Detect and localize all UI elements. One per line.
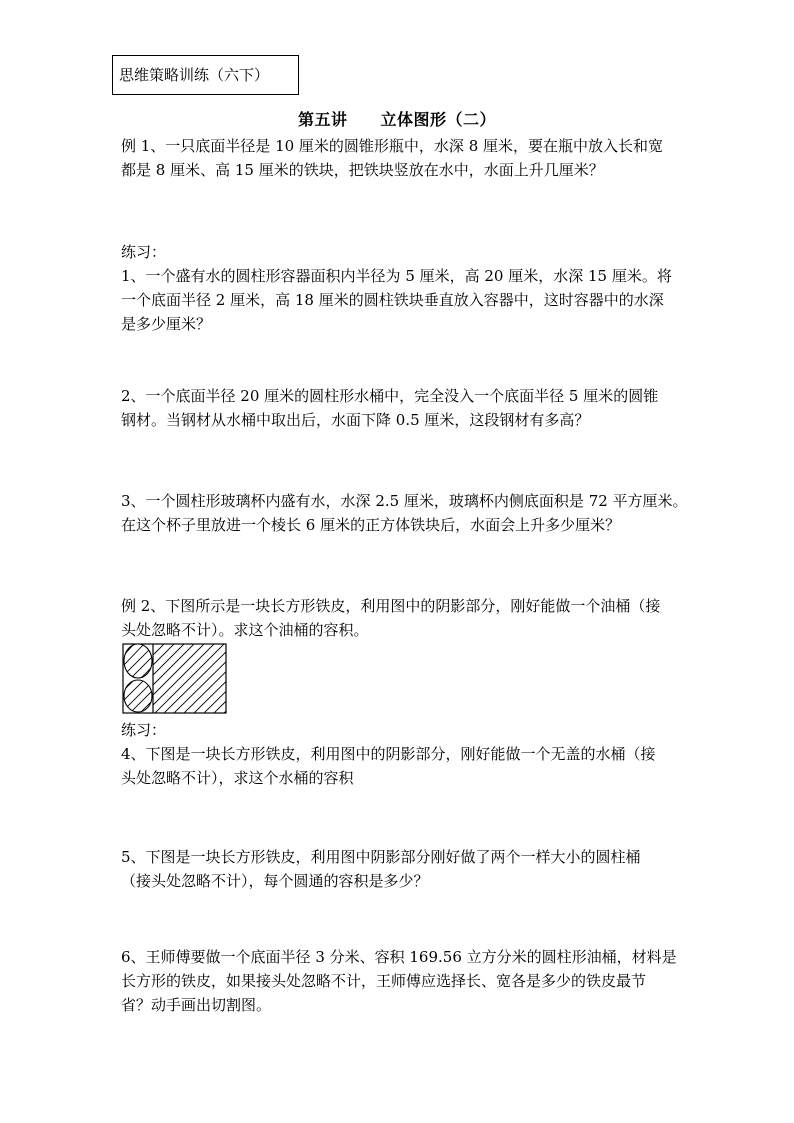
practice-label-2: 练习： bbox=[121, 721, 167, 739]
question-6 bbox=[121, 945, 691, 1017]
example-2-line: 例 2、下图所示是一块长方形铁皮，利用图中的阴影部分，刚好能做一个油桶（接 bbox=[121, 597, 661, 615]
question-6-line: 省？动手画出切割图。 bbox=[121, 996, 272, 1014]
question-5-line: 5、下图是一块长方形铁皮，利用图中阴影部分刚好做了两个一样大小的圆柱桶 bbox=[121, 848, 641, 866]
question-5 bbox=[121, 845, 691, 893]
course-label-box bbox=[112, 55, 299, 95]
question-4-line: 4、下图是一块长方形铁皮，利用图中的阴影部分，刚好能做一个无盖的水桶（接 bbox=[121, 745, 656, 763]
question-4 bbox=[121, 742, 691, 790]
sheet-metal-figure bbox=[122, 643, 228, 715]
course-label: 思维策略训练（六下） bbox=[119, 66, 270, 84]
practice-label: 练习： bbox=[121, 243, 167, 261]
lecture-title: 第五讲 立体图形（二） bbox=[297, 110, 496, 129]
question-1-line: 是多少厘米？ bbox=[121, 315, 212, 333]
example-2 bbox=[121, 594, 691, 642]
question-3-line: 在这个杯子里放进一个棱长 6 厘米的正方体铁块后，水面会上升多少厘米？ bbox=[121, 516, 621, 534]
question-6-line: 6、王师傅要做一个底面半径 3 分米、容积 169.56 立方分米的圆柱形油桶，材料是 bbox=[121, 948, 677, 966]
question-1 bbox=[121, 264, 691, 336]
example-2-line: 头处忽略不计）。求这个油桶的容积。 bbox=[121, 621, 369, 639]
question-1-line: 一个底面半径 2 厘米，高 18 厘米的圆柱铁块垂直放入容器中，这时容器中的水深 bbox=[121, 291, 664, 309]
example-1-line: 都是 8 厘米、高 15 厘米的铁块，把铁块竖放在水中，水面上升几厘米？ bbox=[121, 161, 604, 179]
example-1 bbox=[121, 134, 691, 182]
question-4-line: 头处忽略不计），求这个水桶的容积 bbox=[121, 769, 354, 787]
question-1-line: 1、一个盛有水的圆柱形容器面积内半径为 5 厘米，高 20 厘米，水深 15 厘米。将 bbox=[121, 267, 672, 285]
example-1-line: 例 1、一只底面半径是 10 厘米的圆锥形瓶中，水深 8 厘米，要在瓶中放入长和宽 bbox=[121, 137, 664, 155]
question-2 bbox=[121, 384, 691, 432]
question-5-line: （接头处忽略不计），每个圆通的容积是多少？ bbox=[121, 872, 429, 890]
question-2-line: 钢材。当钢材从水桶中取出后，水面下降 0.5 厘米，这段钢材有多高？ bbox=[121, 411, 590, 429]
question-6-line: 长方形的铁皮，如果接头处忽略不计，王师傅应选择长、宽各是多少的铁皮最节 bbox=[121, 972, 647, 990]
question-3 bbox=[121, 489, 691, 537]
question-3-line: 3、一个圆柱形玻璃杯内盛有水，水深 2.5 厘米，玻璃杯内侧底面积是 72 平方厘米。 bbox=[121, 492, 688, 510]
question-2-line: 2、一个底面半径 20 厘米的圆柱形水桶中，完全没入一个底面半径 5 厘米的圆锥 bbox=[121, 387, 659, 405]
